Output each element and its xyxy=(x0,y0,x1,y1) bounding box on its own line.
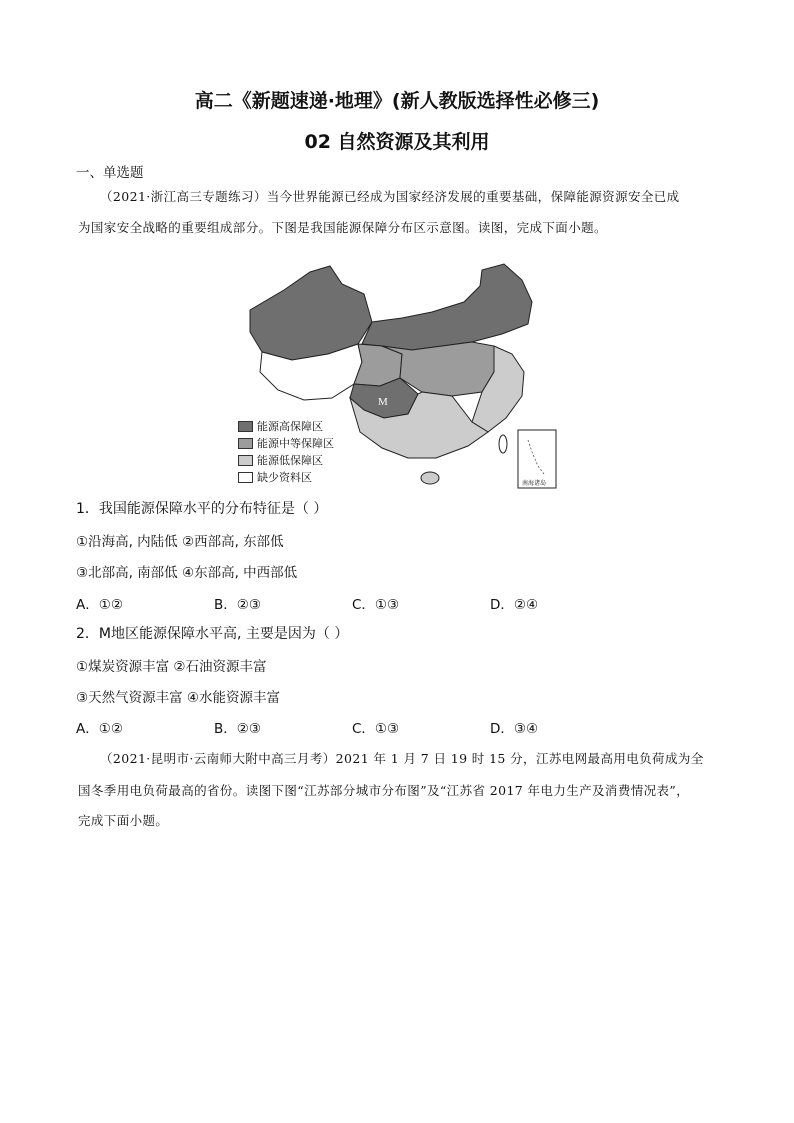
legend-swatch-low xyxy=(238,455,253,466)
q1-options-row1: ①沿海高, 内陆低 ②西部高, 东部低 xyxy=(76,534,284,550)
legend-label-high: 能源高保障区 xyxy=(257,420,323,433)
page-title: 高二《新题速递·地理》(新人教版选择性必修三) xyxy=(194,90,600,112)
q2-choice-d[interactable]: D．③④ xyxy=(490,721,539,737)
legend-swatch-missing xyxy=(238,472,253,483)
passage2-line1: （2021·昆明市·云南师大附中高三月考）2021 年 1 月 7 日 19 时 15 分，江苏电网最高用电负荷成为全 xyxy=(100,751,704,766)
q2-options-row2: ③天然气资源丰富 ④水能资源丰富 xyxy=(76,690,280,706)
china-energy-map xyxy=(232,262,562,492)
legend-label-low: 能源低保障区 xyxy=(257,454,323,467)
legend-swatch-high xyxy=(238,421,253,432)
map-region-north xyxy=(362,264,532,350)
q1-choice-c[interactable]: C．①③ xyxy=(352,597,400,613)
legend-label-missing: 缺少资料区 xyxy=(257,471,312,484)
map-region-hainan xyxy=(421,472,439,484)
map-inset-label: 南海诸岛 xyxy=(522,480,547,487)
q2-options-row1: ①煤炭资源丰富 ②石油资源丰富 xyxy=(76,659,267,675)
map-m-label: M xyxy=(378,396,388,408)
q1-options-row2: ③北部高, 南部低 ④东部高, 中西部低 xyxy=(76,565,298,581)
q2-choice-a[interactable]: A．①② xyxy=(76,721,123,737)
section-label: 一、单选题 xyxy=(76,165,144,181)
passage2-line3: 完成下面小题。 xyxy=(78,813,169,828)
passage1-line2: 为国家安全战略的重要组成部分。下图是我国能源保障分布区示意图。读图，完成下面小题。 xyxy=(78,220,607,235)
q1-choice-d[interactable]: D．②④ xyxy=(490,597,539,613)
passage1-line1: （2021·浙江高三专题练习）当今世界能源已经成为国家经济发展的重要基础，保障能源资源安全已成 xyxy=(100,189,680,204)
legend-item-low xyxy=(238,452,323,468)
q2-choice-c[interactable]: C．①③ xyxy=(352,721,400,737)
legend-item-medium xyxy=(238,435,334,451)
map-region-taiwan xyxy=(499,435,507,453)
legend-swatch-medium xyxy=(238,438,253,449)
page-subtitle: 02 自然资源及其利用 xyxy=(304,131,490,153)
legend-label-medium: 能源中等保障区 xyxy=(257,437,334,450)
q1-choice-b[interactable]: B．②③ xyxy=(214,597,261,613)
q1-choice-a[interactable]: A．①② xyxy=(76,597,123,613)
q2-stem: 2．M地区能源保障水平高, 主要是因为（ ） xyxy=(76,626,349,642)
legend-item-missing xyxy=(238,469,312,485)
q1-stem: 1．我国能源保障水平的分布特征是（ ） xyxy=(76,501,328,517)
legend-item-high xyxy=(238,418,323,434)
q2-choice-b[interactable]: B．②③ xyxy=(214,721,261,737)
passage2-line2: 国冬季用电负荷最高的省份。读图下图“江苏部分城市分布图”及“江苏省 2017 年电力生产及消费情况表”， xyxy=(78,783,690,798)
